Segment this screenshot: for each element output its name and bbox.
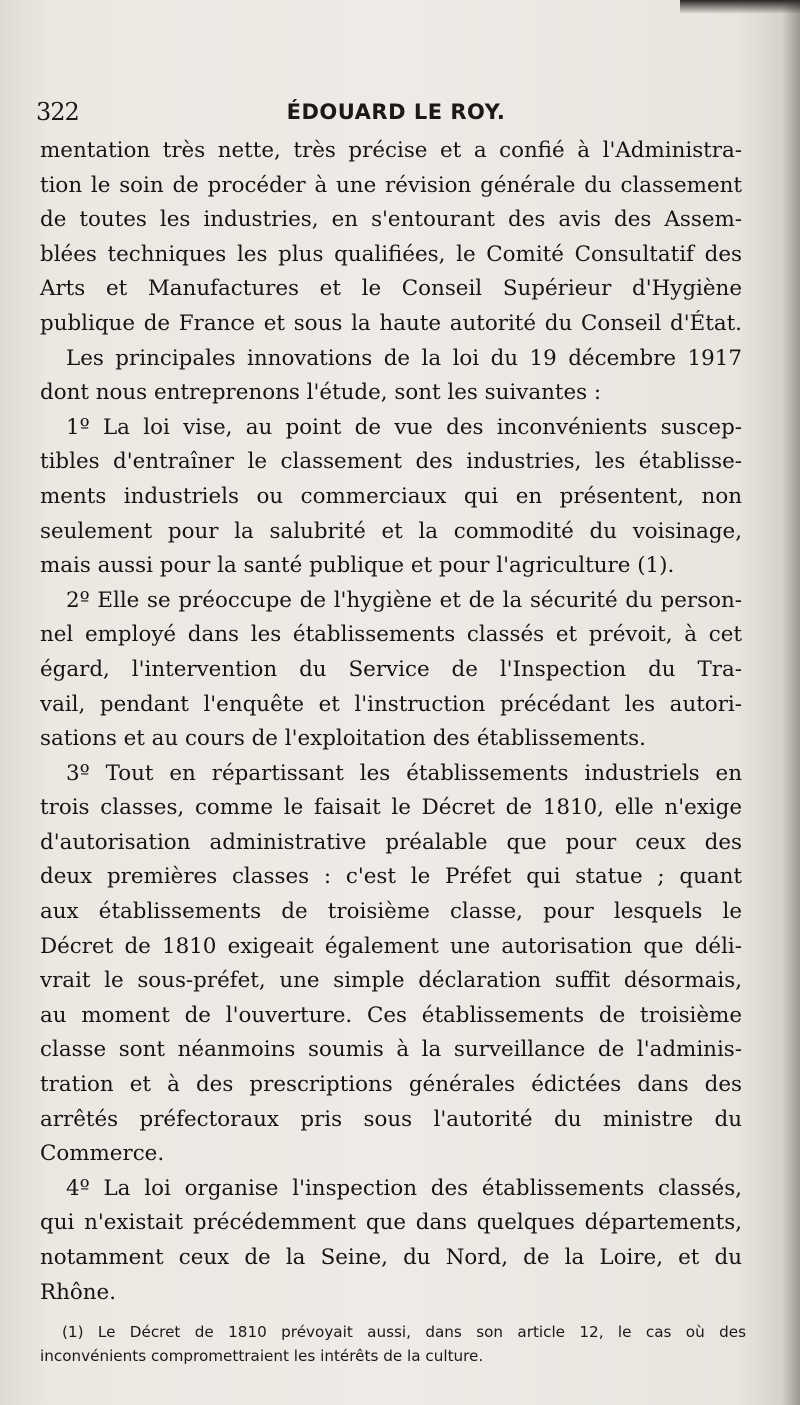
text-line: sations et au cours de l'exploitation des établissements. xyxy=(40,726,646,752)
page-gutter-shadow xyxy=(782,0,800,1405)
footnote-line: inconvénients compromettraient les intérêts de la culture. xyxy=(40,1347,484,1365)
text-line: classe sont néanmoins soumis à la surveillance de l'adminis- xyxy=(40,1037,742,1063)
page-header xyxy=(36,96,756,130)
text-line: Décret de 1810 exigeait également une autorisation que déli- xyxy=(40,933,742,959)
text-line: vrait le sous-préfet, une simple déclaration suffit désormais, xyxy=(40,968,742,994)
text-line: seulement pour la salubrité et la commodité du voisinage, xyxy=(40,518,742,544)
running-title: ÉDOUARD LE ROY. xyxy=(286,100,506,124)
text-line: 3º Tout en répartissant les établissements industriels en xyxy=(66,760,742,786)
text-line: nel employé dans les établissements classés et prévoit, à cet xyxy=(40,622,742,648)
text-line: 1º La loi vise, au point de vue des inconvénients suscep- xyxy=(66,414,742,440)
footnote-line: (1) Le Décret de 1810 prévoyait aussi, dans son article 12, le cas où des xyxy=(62,1323,746,1341)
page-number: 322 xyxy=(36,98,79,126)
text-line: deux premières classes : c'est le Préfet qui statue ; quant xyxy=(40,864,742,890)
text-line: tibles d'entraîner le classement des industries, les établisse- xyxy=(40,449,742,475)
text-line: Arts et Manufactures et le Conseil Supérieur d'Hygiène xyxy=(40,276,742,302)
text-line: notamment ceux de la Seine, du Nord, de la Loire, et du xyxy=(40,1245,742,1270)
text-line: égard, l'intervention du Service de l'Inspection du Tra- xyxy=(40,656,742,682)
text-line: Rhône. xyxy=(40,1279,116,1305)
page-corner-shadow xyxy=(680,0,800,14)
text-line: d'autorisation administrative préalable que pour ceux des xyxy=(40,829,742,855)
text-line: tion le soin de procéder à une révision générale du classement xyxy=(40,172,742,198)
text-line: mais aussi pour la santé publique et pour l'agriculture (1). xyxy=(40,553,675,579)
footnote xyxy=(40,1320,746,1368)
text-line: Les principales innovations de la loi du 19 décembre 1917 xyxy=(66,345,742,371)
text-line: 4º La loi organise l'inspection des établissements classés, xyxy=(66,1175,742,1201)
body-text xyxy=(40,134,742,1310)
text-line: de toutes les industries, en s'entourant des avis des Assem- xyxy=(40,207,742,233)
text-line: dont nous entreprenons l'étude, sont les suivantes : xyxy=(40,380,602,406)
text-line: ments industriels ou commerciaux qui en présentent, non xyxy=(40,483,742,509)
text-line: Commerce. xyxy=(40,1141,165,1167)
text-line: au moment de l'ouverture. Ces établissements de troisième xyxy=(40,1002,742,1028)
text-line: mentation très nette, très précise et a confié à l'Administra- xyxy=(40,138,742,163)
text-line: trois classes, comme le faisait le Décret de 1810, elle n'exige xyxy=(40,795,742,821)
text-line: 2º Elle se préoccupe de l'hygiène et de la sécurité du person- xyxy=(66,587,742,613)
text-line: blées techniques les plus qualifiées, le Comité Consultatif des xyxy=(40,241,742,267)
text-line: publique de France et sous la haute autorité du Conseil d'État. xyxy=(40,310,742,336)
text-line: tration et à des prescriptions générales édictées dans des xyxy=(40,1072,742,1098)
text-line: vail, pendant l'enquête et l'instruction précédant les autori- xyxy=(40,691,742,717)
text-line: arrêtés préfectoraux pris sous l'autorité du ministre du xyxy=(40,1106,742,1132)
text-line: aux établissements de troisième classe, pour lesquels le xyxy=(40,899,742,925)
text-line: qui n'existait précédemment que dans quelques départements, xyxy=(40,1210,742,1236)
